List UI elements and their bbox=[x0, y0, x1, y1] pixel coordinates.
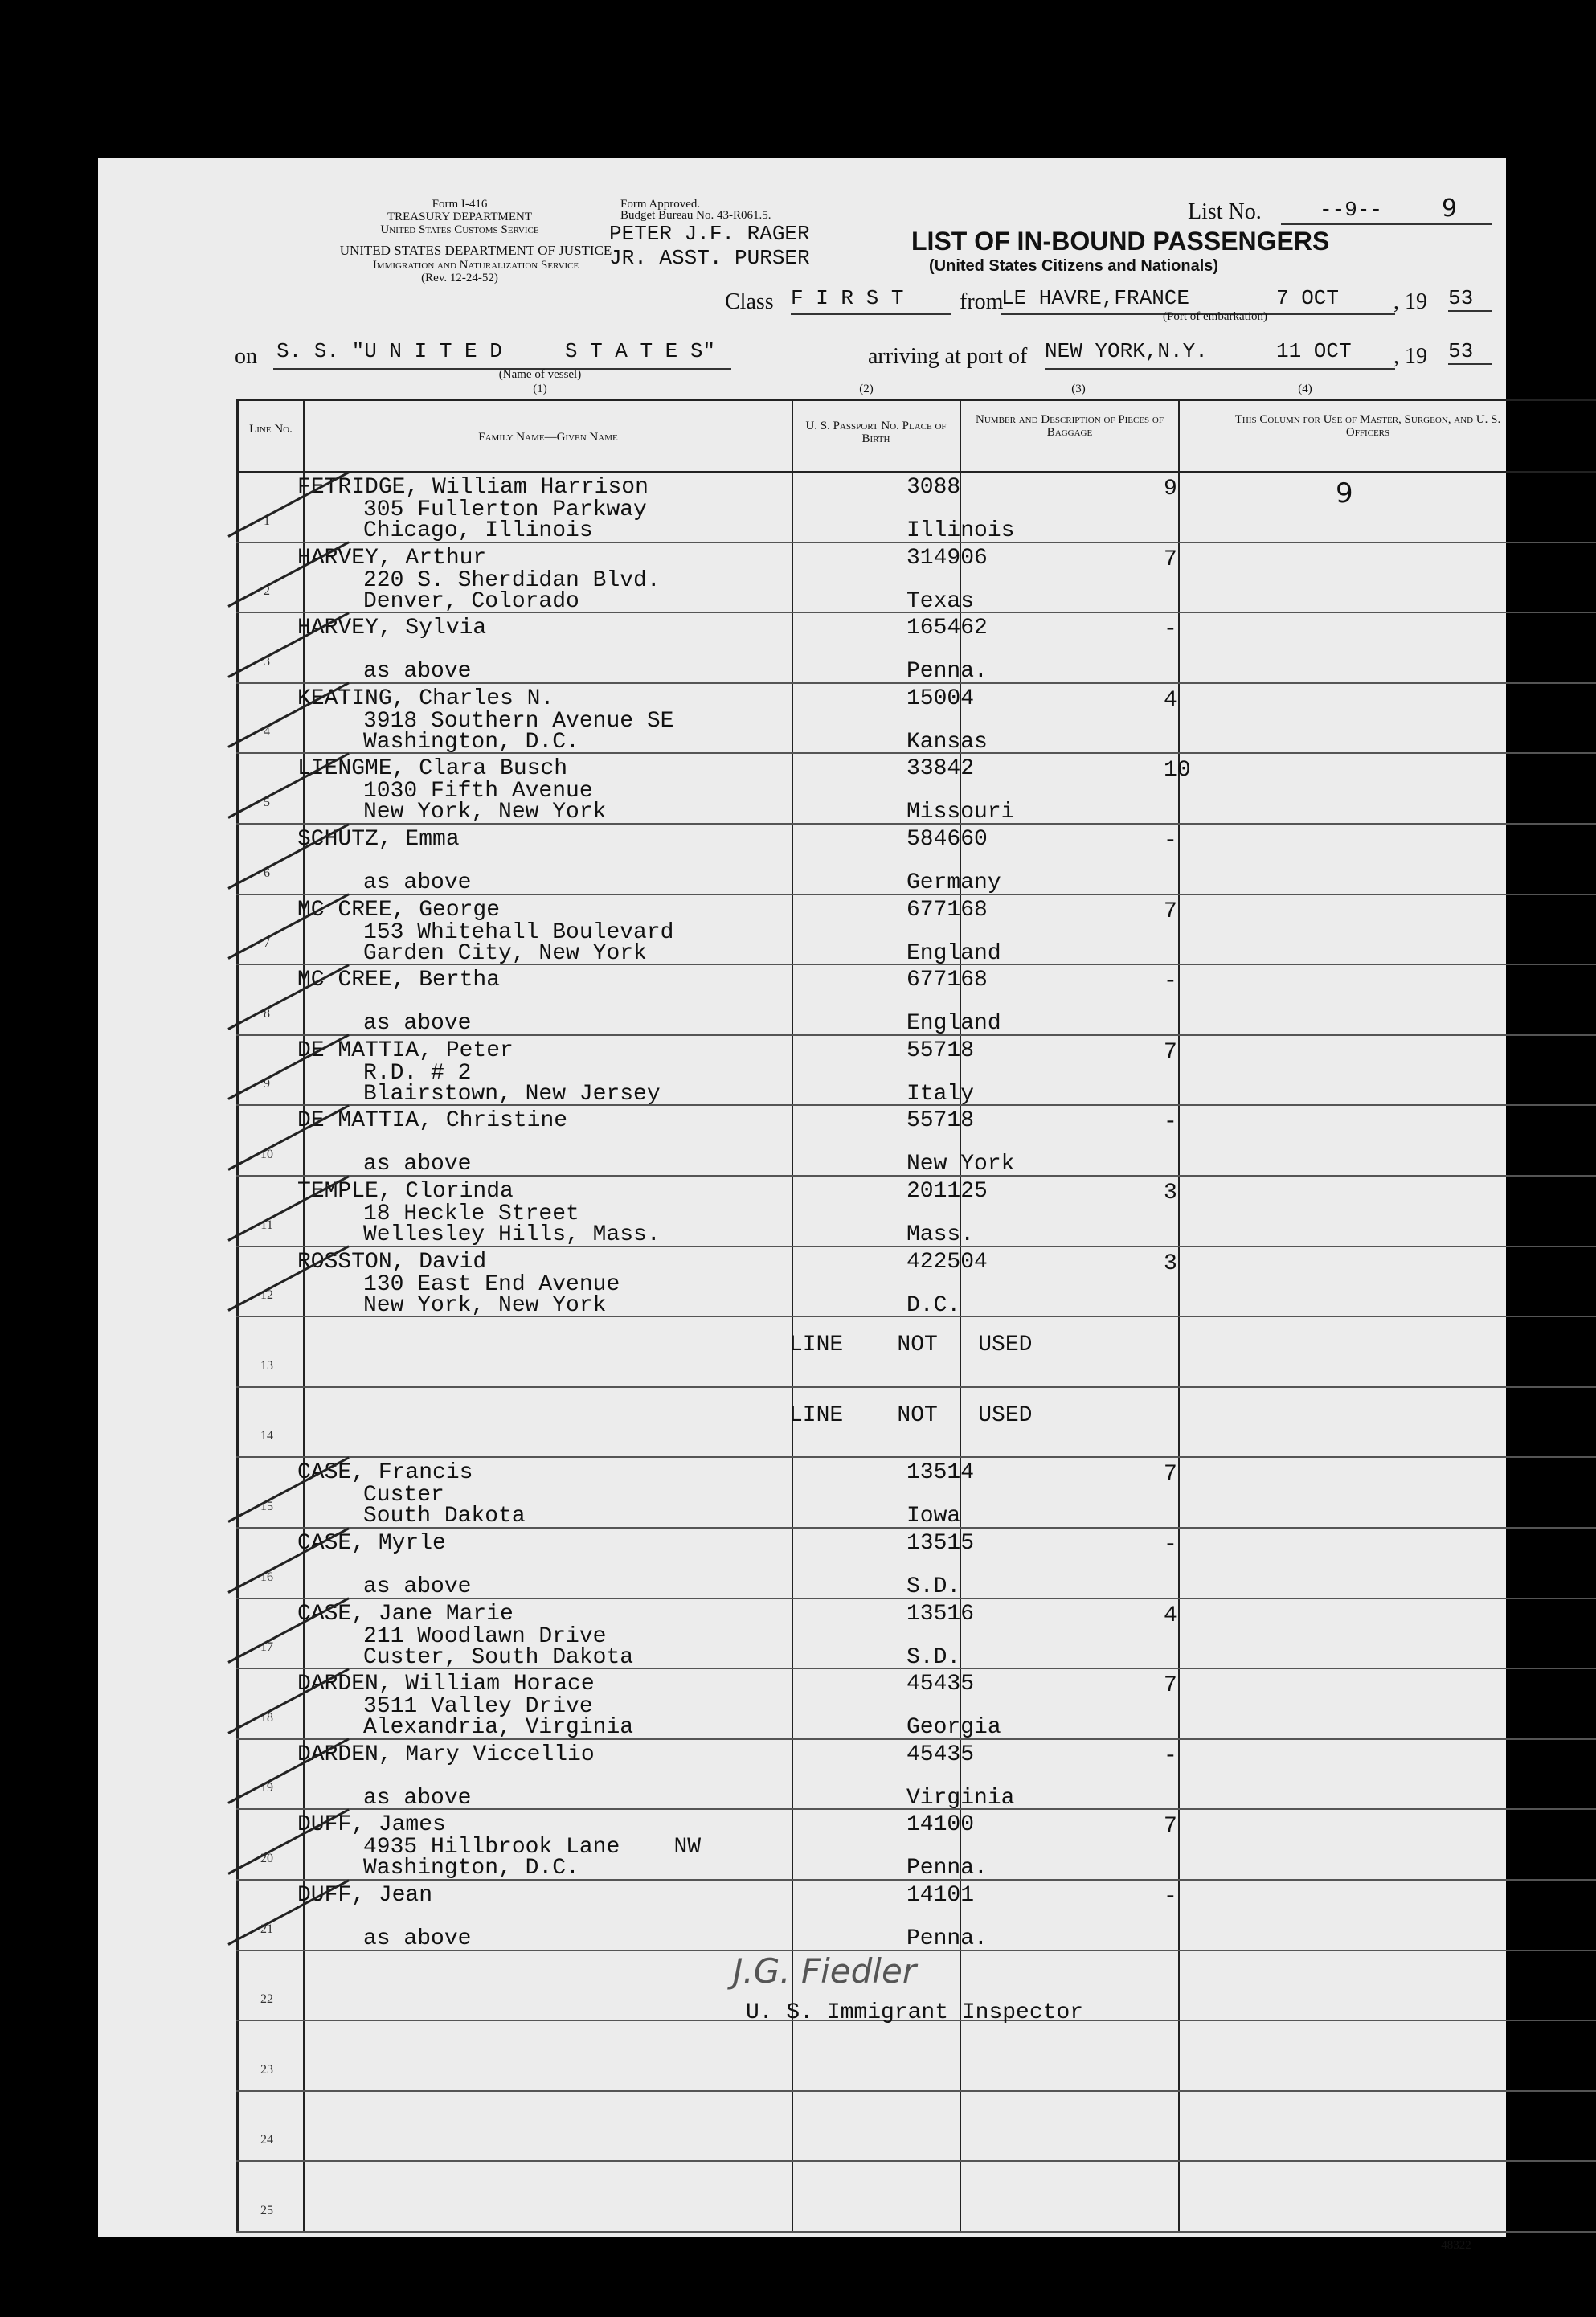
line-not-used: LINE NOT USED bbox=[789, 1332, 1033, 1358]
line-number: 2 bbox=[264, 584, 270, 599]
check-mark-icon bbox=[227, 682, 350, 748]
inspector-label: U. S. Immigrant Inspector bbox=[746, 2000, 1084, 2025]
table-row bbox=[236, 1669, 1596, 1740]
customs-service: United States Customs Service bbox=[380, 223, 539, 236]
baggage-count: - bbox=[1164, 969, 1177, 995]
check-mark-icon bbox=[227, 1246, 350, 1312]
passenger-name: CASE, Jane Marie bbox=[297, 1601, 514, 1627]
passenger-name: FETRIDGE, William Harrison bbox=[297, 475, 649, 500]
form-approved: Form Approved. bbox=[620, 198, 701, 211]
baggage-count: 7 bbox=[1164, 1673, 1177, 1699]
purser-name: PETER J.F. RAGER bbox=[609, 222, 810, 246]
table-row bbox=[236, 1810, 1596, 1881]
vessel-name: S. S. "U N I T E D S T A T E S" bbox=[276, 339, 716, 363]
baggage-count: - bbox=[1164, 617, 1177, 643]
check-mark-icon bbox=[227, 894, 350, 960]
check-mark-icon bbox=[227, 1598, 350, 1664]
passenger-name: TEMPLE, Clorinda bbox=[297, 1179, 514, 1204]
line-number: 10 bbox=[260, 1147, 273, 1161]
check-mark-icon bbox=[227, 752, 350, 818]
passenger-name: DARDEN, Mary Viccellio bbox=[297, 1742, 595, 1767]
address-line-2: Alexandria, Virginia bbox=[363, 1715, 634, 1741]
place-of-birth: D.C. bbox=[906, 1292, 961, 1318]
place-of-birth: Penna. bbox=[906, 1856, 988, 1881]
address-line-2: Blairstown, New Jersey bbox=[363, 1081, 661, 1107]
arrival-year: 53 bbox=[1448, 339, 1492, 365]
line-number: 25 bbox=[260, 2203, 273, 2217]
address-line-1: 305 Fullerton Parkway bbox=[363, 497, 647, 522]
address-line-2: as above bbox=[363, 1785, 472, 1811]
place-of-birth: Georgia bbox=[906, 1715, 1001, 1741]
baggage-count: 3 bbox=[1164, 1181, 1177, 1206]
address-line-2: Wellesley Hills, Mass. bbox=[363, 1222, 661, 1247]
baggage-count: 4 bbox=[1164, 687, 1177, 713]
table-row bbox=[236, 1177, 1596, 1247]
place-of-birth: New York bbox=[906, 1152, 1015, 1177]
table-row bbox=[236, 1106, 1596, 1177]
document-subtitle: (United States Citizens and Nationals) bbox=[929, 257, 1219, 275]
passenger-name: ROSSTON, David bbox=[297, 1249, 487, 1275]
check-mark-icon bbox=[227, 1879, 350, 1945]
address-line-2: as above bbox=[363, 1152, 472, 1177]
address-line-1: 1030 Fifth Avenue bbox=[363, 779, 593, 804]
table-row bbox=[236, 1740, 1596, 1811]
line-number: 3 bbox=[264, 654, 270, 669]
passenger-name: DE MATTIA, Peter bbox=[297, 1038, 514, 1063]
line-number: 12 bbox=[260, 1288, 273, 1303]
vessel-caption: (Name of vessel) bbox=[498, 368, 582, 381]
address-line-1: 4935 Hillbrook Lane NW bbox=[363, 1835, 702, 1861]
line-number: 4 bbox=[264, 725, 270, 739]
address-line-1: 220 S. Sherdidan Blvd. bbox=[363, 567, 661, 593]
table-row bbox=[236, 754, 1596, 825]
arrival-year-prefix: , 19 bbox=[1393, 344, 1427, 369]
line-number: 20 bbox=[260, 1851, 273, 1865]
header-passport: U. S. Passport No. Place of Birth bbox=[805, 420, 947, 445]
address-line-1: 3918 Southern Avenue SE bbox=[363, 708, 674, 734]
address-line-1: 3511 Valley Drive bbox=[363, 1694, 593, 1720]
passport-number: 314906 bbox=[906, 545, 988, 571]
address-line-1: Custer bbox=[363, 1483, 444, 1509]
depart-year: 53 bbox=[1448, 286, 1492, 312]
place-of-birth: Germany bbox=[906, 870, 1001, 895]
passport-number: 422504 bbox=[906, 1249, 988, 1275]
place-of-birth: Virginia bbox=[906, 1785, 1015, 1811]
header-line-no: Line No. bbox=[249, 423, 293, 436]
line-number: 14 bbox=[260, 1429, 273, 1443]
address-line-2: Denver, Colorado bbox=[363, 588, 579, 614]
passport-number: 677168 bbox=[906, 897, 988, 923]
place-of-birth: England bbox=[906, 1011, 1001, 1037]
passenger-name: HARVEY, Sylvia bbox=[297, 616, 487, 641]
list-number-handwritten: 9 bbox=[1442, 194, 1458, 223]
manifest-page bbox=[98, 158, 1506, 2252]
table-top-border bbox=[236, 399, 1596, 401]
header-baggage: Number and Description of Pieces of Baggage bbox=[976, 413, 1164, 439]
passport-number: 13514 bbox=[906, 1460, 975, 1486]
table-row bbox=[236, 1036, 1596, 1107]
check-mark-icon bbox=[227, 1456, 350, 1522]
table-row bbox=[236, 2092, 1596, 2163]
address-line-2: as above bbox=[363, 1926, 472, 1951]
line-number: 16 bbox=[260, 1570, 273, 1584]
place-of-birth: Kansas bbox=[906, 729, 988, 755]
line-number: 8 bbox=[264, 1006, 270, 1021]
table-row bbox=[236, 1529, 1596, 1599]
address-line-1: 211 Woodlawn Drive bbox=[363, 1623, 607, 1649]
arrival-date: 11 OCT bbox=[1276, 339, 1352, 363]
passport-number: 14100 bbox=[906, 1812, 975, 1838]
check-mark-icon bbox=[227, 1738, 350, 1804]
column-number-2: (2) bbox=[859, 383, 874, 395]
baggage-count: 7 bbox=[1164, 1814, 1177, 1840]
passport-number: 677168 bbox=[906, 968, 988, 993]
address-line-2: Custer, South Dakota bbox=[363, 1644, 634, 1670]
line-number: 6 bbox=[264, 866, 270, 880]
place-of-birth: Illinois bbox=[906, 518, 1015, 543]
justice-dept: UNITED STATES DEPARTMENT OF JUSTICE bbox=[339, 243, 612, 258]
passport-number: 3088 bbox=[906, 475, 961, 500]
address-line-2: Washington, D.C. bbox=[363, 729, 579, 755]
passenger-name: DE MATTIA, Christine bbox=[297, 1108, 568, 1134]
check-mark-icon bbox=[227, 1034, 350, 1100]
header-name: Family Name—Given Name bbox=[478, 431, 618, 444]
arriving-label: arriving at port of bbox=[868, 344, 1028, 369]
baggage-count: 7 bbox=[1164, 1462, 1177, 1488]
baggage-count: 10 bbox=[1164, 758, 1191, 784]
table-row bbox=[236, 1458, 1596, 1529]
address-line-2: New York, New York bbox=[363, 800, 607, 825]
table-row bbox=[236, 613, 1596, 684]
check-mark-icon bbox=[227, 612, 350, 677]
passenger-name: HARVEY, Arthur bbox=[297, 545, 487, 571]
check-mark-icon bbox=[227, 1668, 350, 1734]
column-number-4: (4) bbox=[1298, 383, 1312, 395]
embark-caption: (Port of embarkation) bbox=[1163, 310, 1267, 323]
passport-number: 55718 bbox=[906, 1038, 975, 1063]
list-number-label: List No. bbox=[1188, 199, 1262, 224]
line-number: 13 bbox=[260, 1358, 273, 1373]
address-line-1: R.D. # 2 bbox=[363, 1060, 472, 1086]
place-of-birth: Penna. bbox=[906, 1926, 988, 1951]
column-number-3: (3) bbox=[1071, 383, 1086, 395]
line-not-used: LINE NOT USED bbox=[789, 1402, 1033, 1428]
address-line-2: Washington, D.C. bbox=[363, 1856, 579, 1881]
passenger-name: MC CREE, George bbox=[297, 897, 501, 923]
passport-number: 584660 bbox=[906, 827, 988, 852]
passport-number: 45435 bbox=[906, 1672, 975, 1697]
table-row bbox=[236, 2162, 1596, 2233]
passport-number: 165462 bbox=[906, 616, 988, 641]
line-number: 18 bbox=[260, 1710, 273, 1725]
place-of-birth: Mass. bbox=[906, 1222, 975, 1247]
passport-number: 45435 bbox=[906, 1742, 975, 1767]
place-of-birth: S.D. bbox=[906, 1644, 961, 1670]
class-value: F I R S T bbox=[791, 286, 904, 310]
table-row bbox=[236, 2021, 1596, 2092]
line-number: 21 bbox=[260, 1922, 273, 1936]
address-line-1: 18 Heckle Street bbox=[363, 1201, 579, 1226]
check-mark-icon bbox=[227, 542, 350, 608]
baggage-count: - bbox=[1164, 829, 1177, 854]
place-of-birth: Iowa bbox=[906, 1504, 961, 1529]
inspector-signature: J.G. Fiedler bbox=[733, 1951, 917, 1991]
passenger-name: DUFF, Jean bbox=[297, 1883, 433, 1908]
line-number: 22 bbox=[260, 1992, 273, 2007]
table-row bbox=[236, 895, 1596, 966]
table-row bbox=[236, 825, 1596, 895]
address-line-1: 130 East End Avenue bbox=[363, 1271, 620, 1297]
passenger-name: SCHUTZ, Emma bbox=[297, 827, 460, 852]
passport-number: 13516 bbox=[906, 1601, 975, 1627]
passport-number: 33842 bbox=[906, 756, 975, 782]
address-line-2: as above bbox=[363, 870, 472, 895]
class-label: Class bbox=[725, 289, 774, 314]
place-of-birth: Texas bbox=[906, 588, 975, 614]
place-of-birth: S.D. bbox=[906, 1574, 961, 1599]
table-row bbox=[236, 1388, 1596, 1459]
budget-bureau: Budget Bureau No. 43-R061.5. bbox=[620, 209, 771, 222]
baggage-count: - bbox=[1164, 1885, 1177, 1910]
address-line-2: New York, New York bbox=[363, 1292, 607, 1318]
list-number-value: --9-- bbox=[1320, 198, 1383, 222]
table-row bbox=[236, 684, 1596, 755]
table-row bbox=[236, 473, 1596, 543]
line-number: 15 bbox=[260, 1499, 273, 1513]
table-row bbox=[236, 543, 1596, 614]
place-of-birth: Italy bbox=[906, 1081, 975, 1107]
line-number: 11 bbox=[260, 1218, 273, 1232]
form-number: Form I-416 bbox=[432, 198, 488, 211]
place-of-birth: Penna. bbox=[906, 659, 988, 685]
baggage-count: 7 bbox=[1164, 1039, 1177, 1065]
check-mark-icon bbox=[227, 1104, 350, 1170]
from-label: from bbox=[960, 289, 1004, 314]
passenger-name: LIENGME, Clara Busch bbox=[297, 756, 568, 782]
embark-port: LE HAVRE,FRANCE bbox=[1001, 286, 1190, 310]
passport-number: 13515 bbox=[906, 1531, 975, 1556]
check-mark-icon bbox=[227, 823, 350, 889]
address-line-2: South Dakota bbox=[363, 1504, 526, 1529]
baggage-count: - bbox=[1164, 1533, 1177, 1558]
line-number: 19 bbox=[260, 1781, 273, 1795]
ins-service: Immigration and Naturalization Service bbox=[372, 259, 579, 272]
passport-number: 201125 bbox=[906, 1179, 988, 1204]
line-number: 23 bbox=[260, 2062, 273, 2077]
treasury-dept: TREASURY DEPARTMENT bbox=[387, 211, 533, 223]
officer-mark: 9 bbox=[1336, 477, 1353, 510]
check-mark-icon bbox=[227, 1175, 350, 1241]
passenger-name: DUFF, James bbox=[297, 1812, 446, 1838]
footer-code: 48322 bbox=[1441, 2239, 1471, 2252]
table-row bbox=[236, 1247, 1596, 1318]
check-mark-icon bbox=[227, 471, 350, 537]
purser-title: JR. ASST. PURSER bbox=[609, 246, 810, 270]
arrival-port: NEW YORK,N.Y. bbox=[1045, 339, 1208, 363]
depart-date: 7 OCT bbox=[1276, 286, 1340, 310]
passenger-name: KEATING, Charles N. bbox=[297, 686, 555, 711]
place-of-birth: Missouri bbox=[906, 800, 1015, 825]
address-line-1: 153 Whitehall Boulevard bbox=[363, 919, 674, 945]
list-number-field bbox=[1281, 199, 1492, 225]
passport-number: 14101 bbox=[906, 1883, 975, 1908]
document-title: LIST OF IN-BOUND PASSENGERS bbox=[911, 227, 1330, 256]
line-number: 7 bbox=[264, 936, 270, 951]
on-label: on bbox=[235, 344, 257, 369]
place-of-birth: England bbox=[906, 940, 1001, 966]
check-mark-icon bbox=[227, 1527, 350, 1593]
check-mark-icon bbox=[227, 964, 350, 1030]
baggage-count: 4 bbox=[1164, 1603, 1177, 1628]
line-number: 5 bbox=[264, 795, 270, 809]
address-line-2: as above bbox=[363, 1574, 472, 1599]
passenger-name: CASE, Myrle bbox=[297, 1531, 446, 1556]
table-row bbox=[236, 965, 1596, 1036]
header-officers: This Column for Use of Master, Surgeon, and U. S. Officers bbox=[1234, 413, 1501, 439]
line-number: 9 bbox=[264, 1077, 270, 1091]
baggage-count: 3 bbox=[1164, 1251, 1177, 1276]
line-number: 24 bbox=[260, 2133, 273, 2147]
baggage-count: - bbox=[1164, 1743, 1177, 1769]
baggage-count: 7 bbox=[1164, 547, 1177, 572]
passport-number: 15004 bbox=[906, 686, 975, 711]
table-row bbox=[236, 1317, 1596, 1388]
address-line-2: as above bbox=[363, 1011, 472, 1037]
depart-year-prefix: , 19 bbox=[1393, 289, 1427, 314]
column-number-1: (1) bbox=[533, 383, 547, 395]
passport-number: 55718 bbox=[906, 1108, 975, 1134]
passenger-name: DARDEN, William Horace bbox=[297, 1672, 595, 1697]
baggage-count: - bbox=[1164, 1110, 1177, 1136]
line-number: 1 bbox=[264, 514, 270, 528]
table-row bbox=[236, 1599, 1596, 1670]
address-line-2: Garden City, New York bbox=[363, 940, 647, 966]
table-row bbox=[236, 1881, 1596, 1951]
baggage-count: 9 bbox=[1164, 477, 1177, 501]
form-revision: (Rev. 12-24-52) bbox=[421, 272, 498, 285]
line-number: 17 bbox=[260, 1640, 273, 1655]
address-line-2: as above bbox=[363, 659, 472, 685]
passenger-name: CASE, Francis bbox=[297, 1460, 473, 1486]
check-mark-icon bbox=[227, 1808, 350, 1874]
passenger-name: MC CREE, Bertha bbox=[297, 968, 501, 993]
address-line-2: Chicago, Illinois bbox=[363, 518, 593, 543]
baggage-count: 7 bbox=[1164, 899, 1177, 924]
